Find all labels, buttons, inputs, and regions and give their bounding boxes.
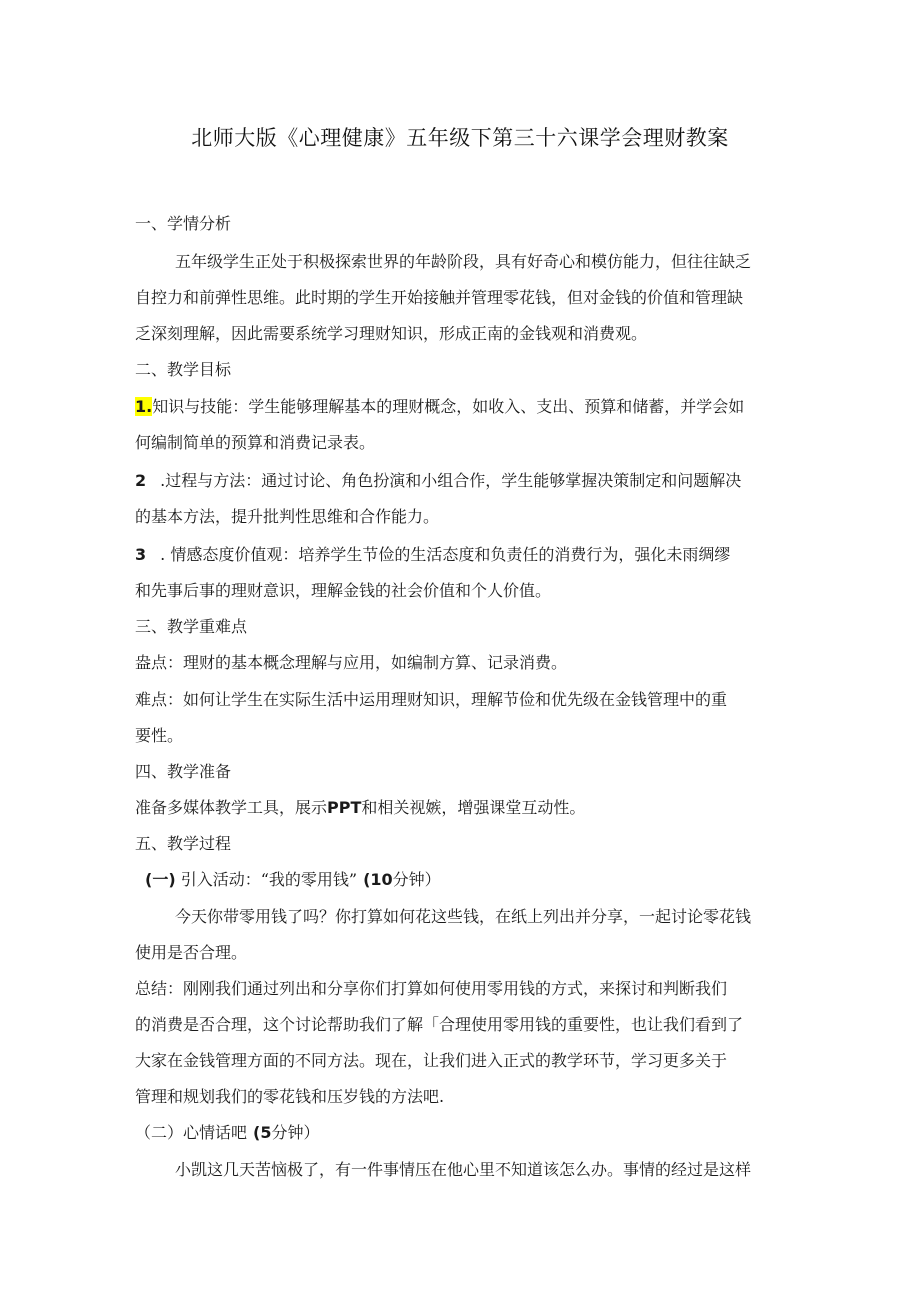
paragraph-line: 总结：刚刚我们通过列出和分享你们打算如何使用零用钱的方式，来探讨和判断我们 [135,979,728,998]
paragraph-line: 今天你带零用钱了吗？你打算如何花这些钱，在纸上列出并分享，一起讨论零花钱 [175,907,752,926]
paragraph-line: 的基本方法，提升批判性思维和合作能力。 [135,507,440,526]
document-title: 北师大版《心理健康》五年级下第三十六课学会理财教案 [191,126,729,150]
paragraph-line: 何编制简单的预算和消费记录表。 [135,433,376,452]
paragraph-line: 的消费是否合理，这个讨论帮助我们了解「合理使用零用钱的重要性，也让我们看到了 [135,1015,744,1034]
activity-time: (5 [253,1123,272,1142]
goal-item-3 [135,545,795,565]
activity-time-unit: 分钟） [271,1123,320,1142]
goal-item-2 [135,471,795,491]
paragraph-line: 难点：如何让学生在实际生活中运用理财知识，理解节俭和优先级在金钱管理中的重 [135,690,728,709]
goal-text: . 情感态度价值观：培养学生节俭的生活态度和负责任的消费行为，强化未雨绸缪 [160,545,731,564]
activity-time: (10 [363,870,393,889]
activity-title: （二）心情话吧 [135,1123,248,1142]
activity-title: 引入活动：“我的零用钱” [175,870,358,889]
activity-heading-1 [145,870,805,890]
section-heading-preparation: 四、教学准备 [135,762,232,781]
paragraph-line: 管理和规划我们的零花钱和压岁钱的方法吧. [135,1087,445,1106]
goal-number: 2 [135,471,147,490]
section-heading-teaching-goals: 二、教学目标 [135,360,232,379]
section-heading-learner-analysis: 一、学情分析 [135,214,232,233]
paragraph-line: 小凯这几天苦恼极了，有一件事情压在他心里不知道该怎么办。事情的经过是这样 [175,1160,752,1179]
paragraph-line: 和先事后事的理财意识，理解金钱的社会价值和个人价值。 [135,581,552,600]
section-heading-key-points: 三、教学重难点 [135,617,248,636]
paragraph-line: 自控力和前弹性思维。此时期的学生开始接触并管理零花钱，但对金钱的价值和管理缺 [135,288,744,307]
goal-text: 知识与技能：学生能够理解基本的理财概念，如收入、支出、预算和储蓄，并学会如 [152,397,745,416]
goal-text: .过程与方法：通过讨论、角色扮演和小组合作，学生能够掌握决策制定和问题解决 [160,471,742,490]
section-heading-teaching-process: 五、教学过程 [135,834,232,853]
highlighted-number: 1. [135,397,153,416]
paragraph-line: 乏深刻理解，因此需要系统学习理财知识，形成正南的金钱观和消费观。 [135,324,648,343]
paragraph-line: 五年级学生正处于积极探索世界的年龄阶段，具有好奇心和模仿能力，但往往缺乏 [175,252,752,271]
goal-number: 3 [135,545,147,564]
text-span: 和相关视嫉，增强课堂互动性。 [361,798,586,817]
paragraph-line: 使用是否合理。 [135,943,248,962]
paragraph-line: 要性。 [135,726,184,745]
goal-item-1 [135,397,795,417]
ppt-text: PPT [327,798,362,817]
paragraph-line: 大家在金钱管理方面的不同方法。现在，让我们进入正式的教学环节，学习更多关于 [135,1051,728,1070]
preparation-line [135,798,795,818]
activity-time-unit: 分钟） [392,870,441,889]
text-span: 准备多媒体教学工具，展示 [135,798,328,817]
activity-number: (一) [145,870,176,889]
paragraph-line: 盎点：理财的基本概念理解与应用，如编制方算、记录消费。 [135,653,568,672]
activity-heading-2 [135,1123,795,1143]
